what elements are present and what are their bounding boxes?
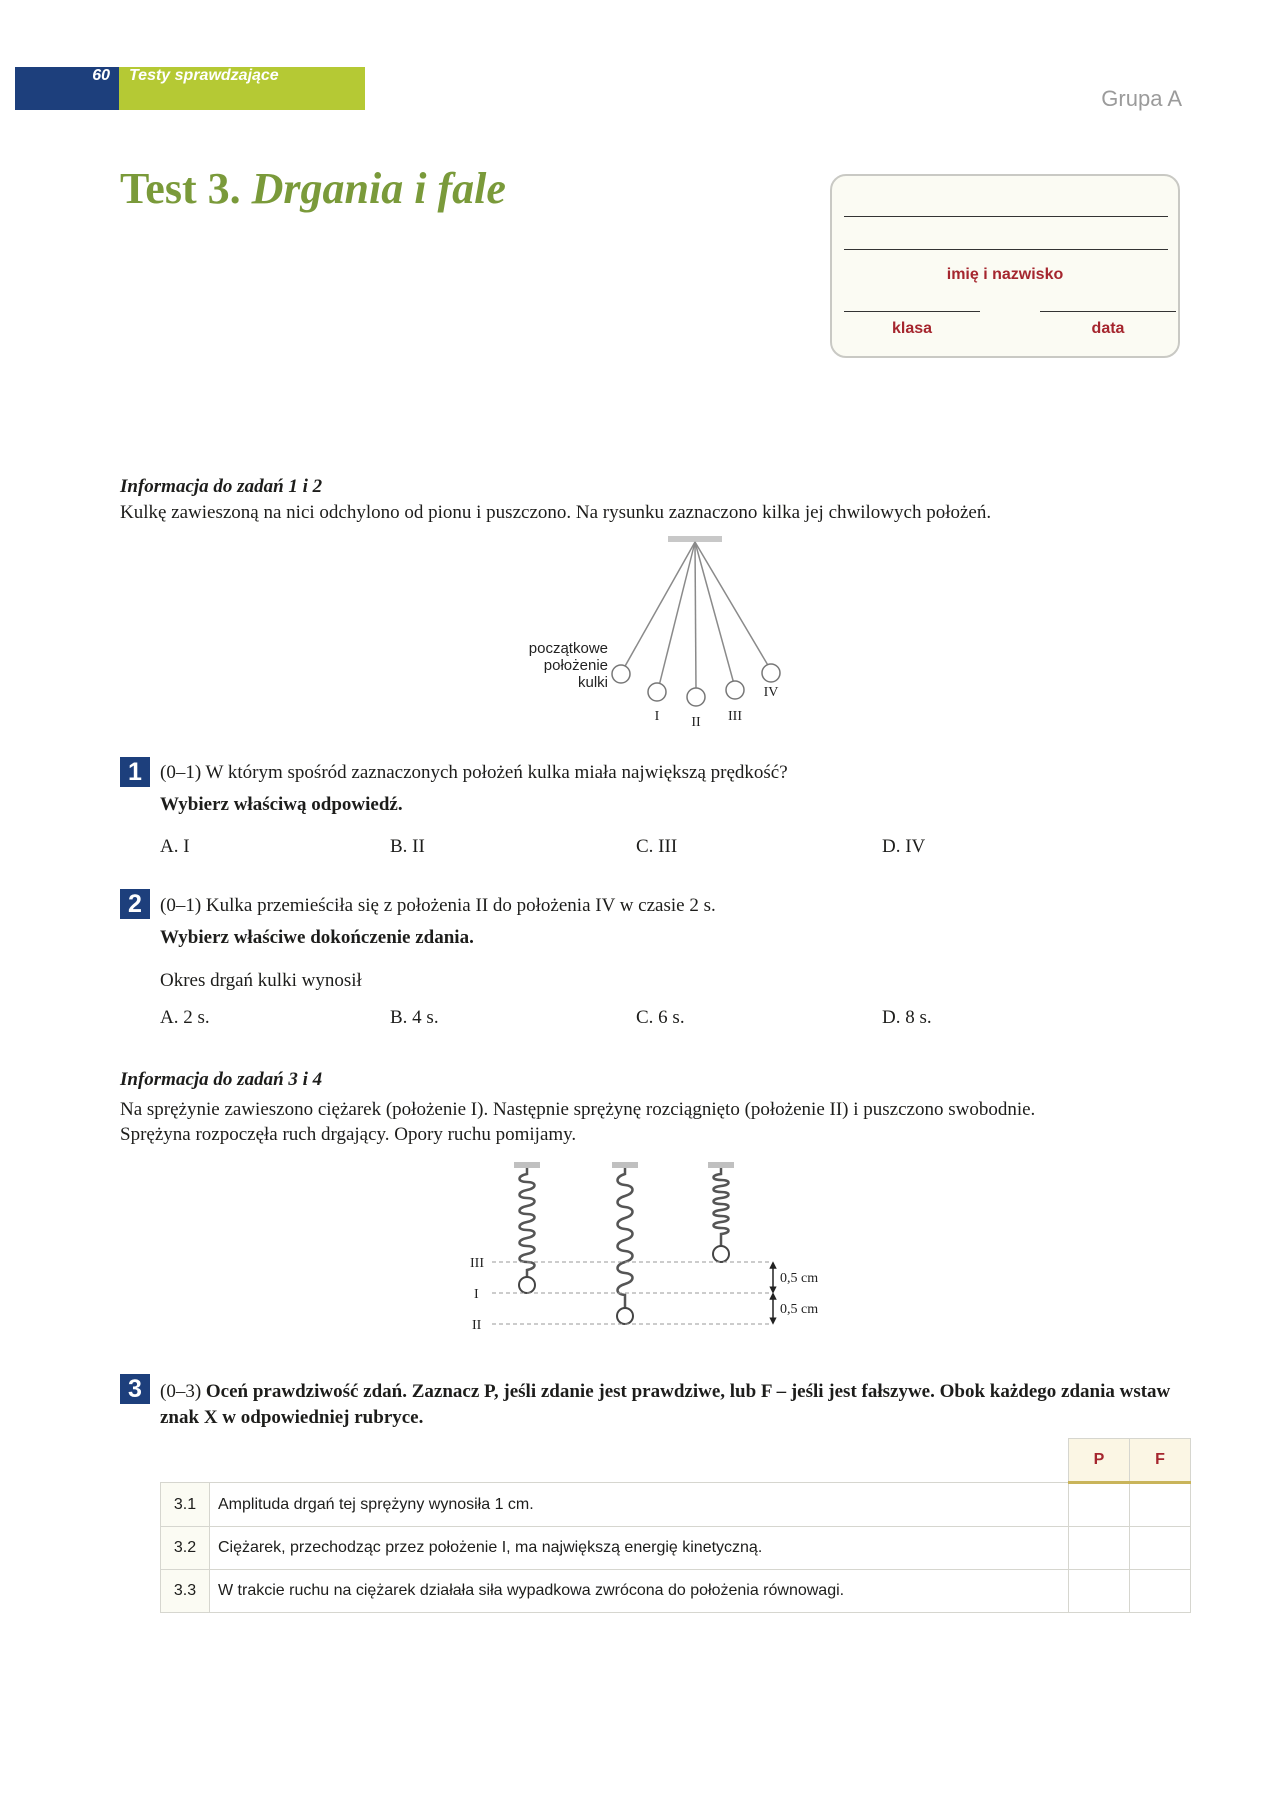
distance-label-2: 0,5 cm — [780, 1302, 819, 1317]
position-label-2: II — [691, 715, 701, 728]
true-false-table — [160, 1438, 1191, 1613]
weight-2 — [617, 1308, 633, 1324]
distance-label-1: 0,5 cm — [780, 1271, 819, 1286]
answer-cell-p[interactable] — [1069, 1483, 1130, 1527]
position-label-3: III — [728, 709, 742, 724]
question-text-1: (0–1) W którym spośród zaznaczonych położeń kulka miała największą prędkość? — [160, 762, 788, 783]
answer-cell-f[interactable] — [1130, 1527, 1191, 1570]
question-instruction-3 — [160, 1379, 1185, 1431]
class-line[interactable] — [844, 311, 980, 312]
column-header-p: P — [1069, 1439, 1130, 1483]
ball-position-4 — [762, 664, 780, 682]
test-title-topic: Drgania i fale — [251, 164, 506, 213]
spring-support-1 — [514, 1162, 540, 1168]
spring-support-3 — [708, 1162, 734, 1168]
page-number: 60 — [92, 67, 110, 84]
ball-position-3 — [726, 681, 744, 699]
springs-figure — [460, 1158, 840, 1340]
section-label: Testy sprawdzające — [129, 67, 279, 84]
name-line-1[interactable] — [844, 216, 1168, 217]
pendulum-threads — [624, 542, 769, 691]
answer-cell-p[interactable] — [1069, 1570, 1130, 1613]
name-label: imię i nazwisko — [946, 266, 1064, 283]
info-text-2-line2: Sprężyna rozpoczęła ruch drgający. Opory ruchu pomijamy. — [120, 1124, 577, 1145]
question-number-1: 1 — [120, 757, 150, 787]
position-label-4: IV — [763, 685, 779, 700]
level-label-2: II — [472, 1318, 482, 1333]
ball-start — [612, 665, 630, 683]
answer-cell-f[interactable] — [1130, 1570, 1191, 1613]
class-label: klasa — [891, 320, 933, 337]
question-instruction-1: Wybierz właściwą odpowiedź. — [160, 794, 403, 815]
info-text-2-line1: Na sprężynie zawieszono ciężarek (położenie I). Następnie sprężynę rozciągnięto (położenie II) i puszczono swobodnie. — [120, 1099, 1036, 1120]
level-label-1: I — [474, 1287, 479, 1302]
test-title-prefix: Test 3. — [120, 164, 241, 213]
pendulum-support — [668, 536, 722, 542]
row-number: 3.3 — [161, 1570, 210, 1613]
row-statement: W trakcie ruchu na ciężarek działała siła wypadkowa zwrócona do położenia równowagi. — [210, 1570, 1069, 1613]
ball-position-2 — [687, 688, 705, 706]
weight-1 — [519, 1277, 535, 1293]
q1-option-c[interactable]: C. III — [636, 836, 678, 857]
name-line-2[interactable] — [844, 249, 1168, 250]
answer-cell-f[interactable] — [1130, 1483, 1191, 1527]
info-heading-1: Informacja do zadań 1 i 2 — [120, 476, 323, 497]
start-label-line3: kulki — [577, 674, 608, 691]
question-points-3: (0–3) — [160, 1381, 202, 1402]
q2-option-c[interactable]: C. 6 s. — [636, 1007, 685, 1028]
row-number: 3.1 — [161, 1483, 210, 1527]
position-label-1: I — [654, 709, 660, 724]
table-row — [161, 1570, 1191, 1613]
row-statement: Ciężarek, przechodząc przez położenie I, ma największą energię kinetyczną. — [210, 1527, 1069, 1570]
q2-option-d[interactable]: D. 8 s. — [882, 1007, 932, 1028]
test-title — [120, 163, 506, 214]
question-number-3: 3 — [120, 1374, 150, 1404]
q1-option-b[interactable]: B. II — [390, 836, 425, 857]
table-row — [161, 1527, 1191, 1570]
ball-position-1 — [648, 683, 666, 701]
column-header-f: F — [1130, 1439, 1191, 1483]
q2-option-a[interactable]: A. 2 s. — [160, 1007, 210, 1028]
question-text-3: Oceń prawdziwość zdań. Zaznacz P, jeśli zdanie jest prawdziwe, lub F – jeśli jest fałszywe. Obok każdego zdania wstaw znak X w odpowiedniej rubryce. — [160, 1381, 1171, 1428]
question-stem-2: Okres drgań kulki wynosił — [160, 970, 362, 991]
question-text-2: (0–1) Kulka przemieściła się z położenia II do położenia IV w czasie 2 s. — [160, 895, 716, 916]
date-line[interactable] — [1040, 311, 1176, 312]
weight-3 — [713, 1246, 729, 1262]
date-label: data — [1091, 320, 1125, 337]
start-label-line2: położenie — [543, 657, 608, 674]
info-text-1: Kulkę zawieszoną na nici odchylono od pionu i puszczono. Na rysunku zaznaczono kilka jej chwilowych położeń. — [120, 502, 992, 523]
pendulum-figure — [500, 528, 820, 728]
q2-option-b[interactable]: B. 4 s. — [390, 1007, 439, 1028]
group-label: Grupa A — [1101, 86, 1182, 111]
row-statement: Amplituda drgań tej sprężyny wynosiła 1 cm. — [210, 1483, 1069, 1527]
q1-option-a[interactable]: A. I — [160, 836, 190, 857]
answer-cell-p[interactable] — [1069, 1527, 1130, 1570]
spring-3-coil — [714, 1168, 729, 1246]
student-info-box — [830, 174, 1180, 358]
info-heading-2: Informacja do zadań 3 i 4 — [120, 1069, 323, 1090]
start-label-line1: początkowe — [528, 640, 608, 657]
spring-1-coil — [520, 1168, 535, 1277]
table-row — [161, 1483, 1191, 1527]
spring-2-coil — [618, 1168, 633, 1308]
row-number: 3.2 — [161, 1527, 210, 1570]
question-number-2: 2 — [120, 889, 150, 919]
question-instruction-2: Wybierz właściwe dokończenie zdania. — [160, 927, 474, 948]
spring-support-2 — [612, 1162, 638, 1168]
q1-option-d[interactable]: D. IV — [882, 836, 926, 857]
level-label-3: III — [470, 1256, 484, 1271]
